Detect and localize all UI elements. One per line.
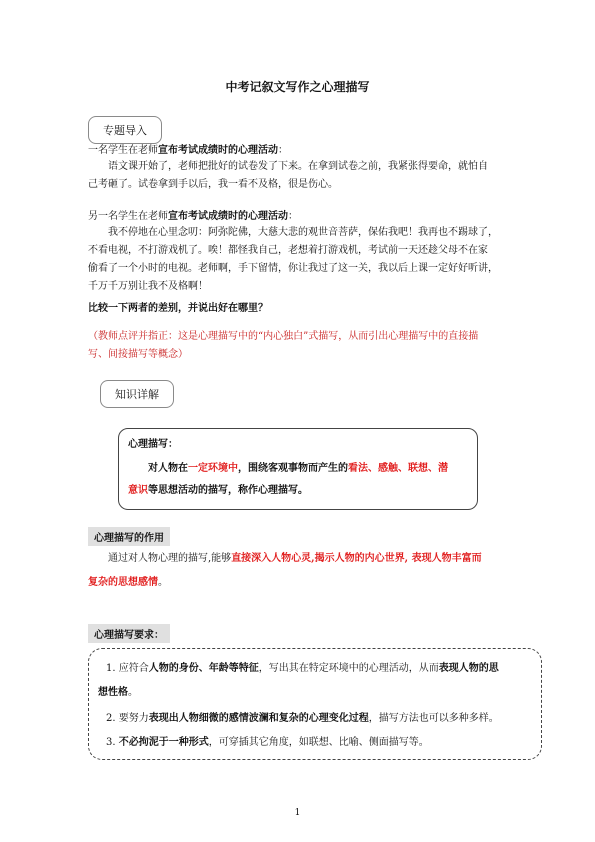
page-number: 1 <box>294 808 301 818</box>
intro-p2-body-2: 不看电视，不打游戏机了。唉！都怪我自己，老想着打游戏机，考试前一天还趁父母不在家 <box>88 245 488 256</box>
definition-l1-a: 对人物在 <box>148 463 188 474</box>
req2-a: 2. 要努力 <box>106 713 149 724</box>
intro-p1-body-2: 己考砸了。试卷拿到手以后，我一看不及格，很是伤心。 <box>88 179 338 190</box>
intro-p1-body-1: 语文课开始了，老师把批好的试卷发了下来。在拿到试卷之前，我紧张得要命，就怕自 <box>108 161 488 172</box>
req3-c: ，可穿插其它角度，如联想、比喻、侧面描写等。 <box>208 737 429 748</box>
function-l1-b: 直接深入人物心灵,揭示人物的内心世界, 表现人物丰富而 <box>231 553 482 564</box>
definition-l1-c: ，围绕客观事物而产生的 <box>238 463 348 474</box>
function-line-2 <box>88 574 168 592</box>
requirement-1-line-1 <box>106 660 499 678</box>
req3-b: 不必拘泥于一种形式 <box>118 737 209 748</box>
requirement-2 <box>106 710 499 728</box>
function-l2-c: 。 <box>158 577 168 588</box>
req1-a: 1. 应符合 <box>106 663 149 674</box>
function-heading: 心理描写的作用 <box>88 527 170 546</box>
definition-l2-b: 等思想活动的描写，称作心理描写。 <box>148 485 308 496</box>
intro-p2-lead: 另一名学生在老师 <box>88 211 168 222</box>
function-l2-b: 复杂的思想感情 <box>88 577 158 588</box>
req1-d: 表现人物的思 <box>438 663 499 674</box>
requirements-heading: 心理描写要求： <box>88 624 170 643</box>
requirement-1-line-2 <box>98 684 138 702</box>
req1-c: ，写出其在特定环境中的心理活动，从而 <box>258 663 439 674</box>
req1-f: 。 <box>128 687 138 698</box>
intro-p1-tail: ： <box>278 145 288 156</box>
teacher-note-line-1: （教师点评并指正：这是心理描写中的“内心独白”式描写，从而引出心理描写中的直接描 <box>88 331 479 342</box>
intro-p2-body-4: 千万千万别让我不及格啊！ <box>88 281 208 292</box>
intro-p2-body-1: 我不停地在心里念叨：阿弥陀佛，大慈大悲的观世音菩萨，保佑我吧！我再也不踢球了， <box>108 227 498 238</box>
teacher-note-line-2: 写、间接描写等概念） <box>88 349 188 360</box>
function-line-1 <box>108 550 482 568</box>
req1-e: 想性格 <box>98 687 128 698</box>
definition-line-2 <box>128 482 308 500</box>
intro-p2-body-3: 偷看了一个小时的电视。老师啊，手下留情，你让我过了这一关，我以后上课一定好好听讲， <box>88 263 498 274</box>
req2-c: ，描写方法也可以多种多样。 <box>368 713 499 724</box>
function-l1-a: 通过对人物心理的描写,能够 <box>108 553 232 564</box>
req2-b: 表现出人物细微的感情波澜和复杂的心理变化过程 <box>148 713 369 724</box>
intro-p1-lead: 一名学生在老师 <box>88 145 158 156</box>
definition-l1-b: 一定环境中 <box>188 463 238 474</box>
definition-heading: 心理描写： <box>128 439 178 450</box>
intro-p2-bold: 宣布考试成绩时的心理活动 <box>168 211 288 222</box>
intro-p1-bold: 宣布考试成绩时的心理活动 <box>158 145 278 156</box>
section-tag-intro: 专题导入 <box>88 116 162 144</box>
requirement-3 <box>106 734 429 752</box>
definition-line-1 <box>148 460 448 478</box>
req3-a: 3. <box>106 737 119 748</box>
intro-p2-tail: ： <box>288 211 298 222</box>
section-tag-detail: 知识详解 <box>100 380 174 408</box>
document-title: 中考记叙文写作之心理描写 <box>225 80 370 94</box>
req1-b: 人物的身份、年龄等特征 <box>148 663 259 674</box>
definition-l2-a: 意识 <box>128 485 148 496</box>
definition-l1-d: 看法、感触、联想、潜 <box>348 463 448 474</box>
comparison-question: 比较一下两者的差别，并说出好在哪里？ <box>88 303 268 314</box>
